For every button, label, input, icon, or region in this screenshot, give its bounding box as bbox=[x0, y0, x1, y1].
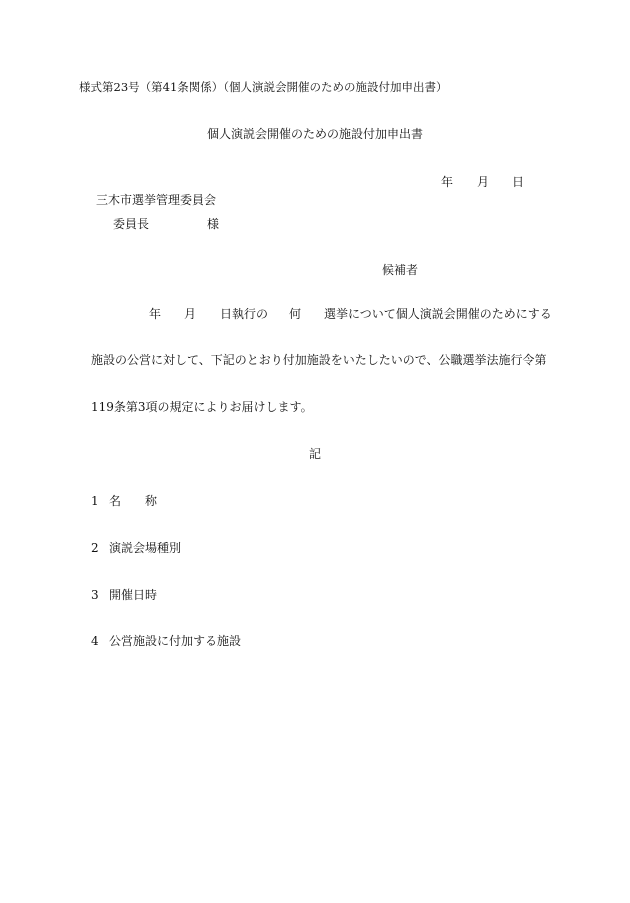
body-line2: 施設の公営に対して、下記のとおり付加施設をいたしたいので、公職選挙法施行令第 bbox=[91, 353, 547, 367]
date-month-label: 月 bbox=[477, 175, 490, 189]
form-header: 様式第23号（第41条関係）（個人演説会開催のための施設付加申出書） bbox=[79, 80, 448, 94]
item-number: 1 bbox=[91, 494, 99, 508]
item-label: 開催日時 bbox=[109, 588, 158, 602]
recipient-organization: 三木市選挙管理委員会 bbox=[96, 193, 217, 207]
body-election-name: 何 bbox=[289, 307, 302, 321]
item-label: 名 称 bbox=[109, 494, 158, 508]
body-year-label: 年 bbox=[149, 307, 162, 321]
item-label: 演説会場種別 bbox=[109, 541, 182, 555]
recipient-title: 委員長 bbox=[113, 217, 150, 231]
date-day-label: 日 bbox=[512, 175, 525, 189]
date-year-label: 年 bbox=[441, 175, 454, 189]
item-number: 2 bbox=[91, 541, 99, 555]
recipient-honorific: 様 bbox=[207, 217, 220, 231]
body-month-label: 月 bbox=[184, 307, 197, 321]
item-label: 公営施設に付加する施設 bbox=[109, 634, 242, 648]
ki-heading: 記 bbox=[308, 447, 321, 461]
document-title: 個人演説会開催のための施設付加申出書 bbox=[206, 127, 423, 141]
item-number: 3 bbox=[91, 588, 99, 602]
body-day-exec: 日執行の bbox=[220, 307, 269, 321]
body-line1-rest: 選挙について個人演説会開催のためにする bbox=[324, 307, 552, 321]
candidate-label: 候補者 bbox=[382, 263, 419, 277]
body-line3: 119条第3項の規定によりお届けします。 bbox=[91, 400, 313, 414]
item-number: 4 bbox=[91, 634, 99, 648]
